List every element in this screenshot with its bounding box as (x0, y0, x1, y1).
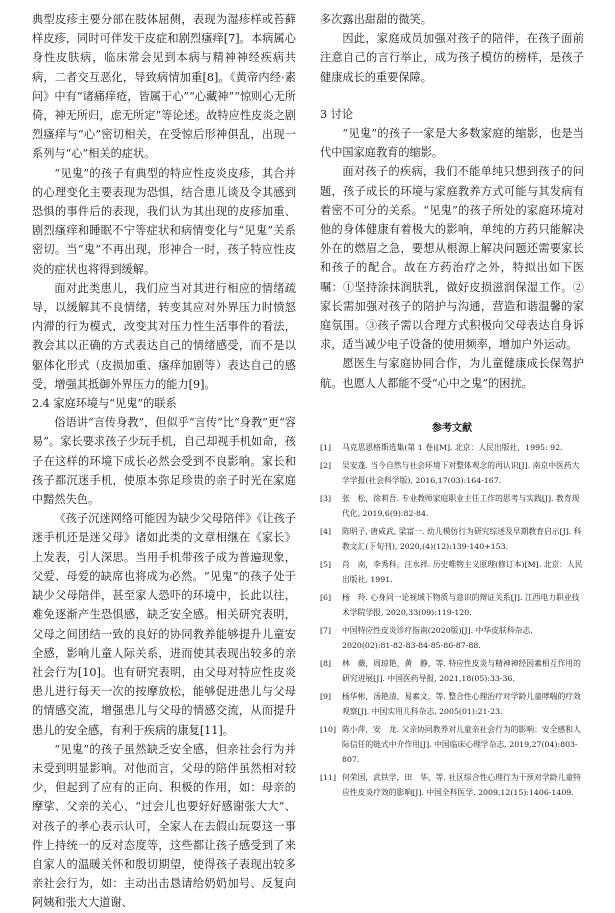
reference-text: 何荣国，武铁学，田 华，等. 社区综合性心理行为干预对学龄儿童特应性皮炎疗效的影响[J]. 中国全科医学, 2009,12(15):1406-1409. (342, 772, 581, 797)
references-title: 参考文献 (432, 422, 472, 434)
reference-text: 杨华彬，汤艳清，易素文，等. 整合性心理治疗对学龄儿童哮喘的疗效观察[J]. 中国实用儿科杂志, 2005(01):21-23. (342, 691, 581, 716)
reference-list (320, 440, 584, 800)
reference-number: [11] (320, 772, 337, 782)
reference-number: [7] (320, 625, 332, 635)
reference-item (320, 722, 584, 767)
reference-number: [5] (320, 559, 332, 569)
reference-number: [2] (320, 460, 332, 470)
paragraph-prosocial-behavior: “见鬼”的孩子虽然缺乏安全感，但亲社会行为并未受到明显影响。对他而言，父母的陪伴虽然相对较少，但起到了应有的正向、积极的作用，如：母亲的摩挲、父亲的关心、“过会儿也要好好感谢张大大”、对孩子的孝心表示认可，全家人在去假山玩耍这一事件上持统一的反对态度等，这些都让孩子感受到了来自家人的温暖关怀和殷切期望，使得孩子表现出较多亲社会行为，如：主动出击恳请给奶奶加号、反复向阿姨和张大大道谢、 (32, 742, 296, 910)
reference-text: 肖 南，李秀科，汪水祥. 历史唯物主义原理(修订本)[M]. 北京：人民出版社, 1991. (342, 559, 583, 584)
reference-item (320, 770, 584, 800)
paragraph-emotional-guidance: 面对此类患儿，我们应当对其进行相应的情绪疏导，以缓解其不良情绪，转变其应对外界压力时愤怒内滞的行为模式，改变其对压力性生活事件的看法，教会其以正确的方式表达自己的情绪感受，而不是以躯体化形式（皮损加重、瘙痒加剧等）表达自己的感受，增强其抵御外界压力的能力[9]。 (32, 281, 296, 391)
reference-text: 吴安蓬. 当今自然与社会环境下对整体观念的再认识[J]. 南京中医药大学学报(社会科学版), 2016,17(03):164-167. (342, 460, 580, 485)
reference-number: [8] (320, 658, 332, 668)
reference-item (320, 524, 584, 554)
section-heading-2-4: 2.4 家庭环境与“见鬼”的联系 (32, 397, 177, 411)
left-column (32, 10, 296, 913)
reference-number: [10] (320, 724, 337, 734)
paragraph-teaching-by-example: 俗语讲“言传身教”，但似乎“言传”比“身教”更“容易”。家长要求孩子少玩手机，自己却视手机如命，孩子在这样的环境下成长必然会受到不良影响。家长和孩子都沉迷手机，使原本弥足珍贵的亲子时光在家庭中黯然失色。 (32, 416, 296, 507)
right-column (320, 10, 584, 803)
paragraph-medical-advice: 面对孩子的疾病，我们不能单纯只想到孩子的问题，孩子成长的环境与家庭教养方式可能与其发病有着密不可分的关系。“见鬼”的孩子所处的家庭环境对他的身体健康有着极大的影响，单纯的方药只能解决外在的燃眉之急，要想从根源上解决问题还需要家长和孩子的配合。故在方药治疗之外，特拟出如下医嘱：①坚持涂抹润肤乳，做好皮损滋润保湿工作。②家长需加强对孩子的陪护与沟通，营造和谐温馨的家庭氛围。③孩子需以合理方式积极向父母表达自身诉求，适当减少电子设备的使用频率，增加户外运动。 (320, 165, 584, 352)
reference-number: [1] (320, 442, 332, 452)
reference-number: [3] (320, 493, 332, 503)
reference-text: 陈明子, 唐咸武, 梁富一. 幼儿模仿行为研究综述及早期教育启示[J]. 科教文汇(下旬刊), 2020,(4)(12):139-140+153. (342, 526, 582, 551)
reference-item (320, 623, 584, 653)
reference-text: 杨 羚. 心身同一论视域下物质与意识的辩证关系[J]. 江西电力职业技术学院学报, 2020,33(09):119-120. (342, 592, 580, 617)
paragraph-parent-companionship: 《孩子沉迷网络可能因为缺少父母陪伴》《让孩子迷手机还是迷父母》诸如此类的文章相继在《家长》上发表，引人深思。当用手机带孩子成为普遍现象，父爱、母爱的缺席也将成为必然。“见鬼”的孩子处于缺少父母陪伴，甚至家人恐吓的环境中，长此以往，难免逐渐产生恐惧感，缺乏安全感。相关研究表明，父母之间团结一致的良好的协同教养能够提升儿童安全感，影响儿童人际关系，进而使其表现出较多的亲社会行为[10]。也有研究表明，由父母对特应性皮炎患儿进行每天一次的按摩放松，能够促进患儿与父母的情感交流，增强患儿与父母的情感交流，从而提升患儿的安全感，有利于疾病的康复[11]。 (32, 512, 296, 737)
reference-number: [4] (320, 526, 332, 536)
paragraph-fear-symptoms: “见鬼”的孩子有典型的特应性皮炎皮疹，其合并的心理变化主要表现为恐惧，结合患儿谈及令其感到恐惧的事件后的表现，我们认为其出现的皮疹加重、剧烈瘙痒和睡眠不宁等症状和病情变化与“见鬼”关系密切。当“鬼”不再出现，形神合一时，孩子特应性皮炎的症状也将得到缓解。 (32, 166, 296, 276)
section-heading-3-discussion: 3 讨论 (320, 107, 354, 121)
paragraph-closing-wish: 愿医生与家庭协同合作，为儿童健康成长保驾护航。也愿人人都能不受“心中之鬼”的困扰。 (320, 357, 584, 390)
reference-item (320, 458, 584, 488)
paragraph-smile-continuation: 多次露出甜甜的微笑。 (320, 13, 432, 26)
reference-item (320, 590, 584, 620)
reference-item (320, 491, 584, 521)
reference-number: [6] (320, 592, 332, 602)
paragraph-family-role-model: 因此，家庭成员加强对孩子的陪伴，在孩子面前注意自己的言行举止，成为孩子模仿的榜样，是孩子健康成长的重要保障。 (320, 32, 584, 84)
reference-text: 林 薇，周琼艳，黄 静，等. 特应性皮炎与精神神经因素相互作用的研究进展[J]. 中国医药导报, 2021,18(05):33-36. (342, 658, 581, 683)
reference-text: 中国特应性皮炎诊疗指南(2020版)[J]. 中华皮肤科杂志, 2020(02):81-82-83-84-85-86-87-88. (342, 625, 533, 650)
reference-item (320, 440, 584, 455)
reference-item (320, 656, 584, 686)
reference-text: 陈小萍，安 龙. 父亲协同教养对儿童亲社会行为的影响：安全感和人际信任的链式中介作用[J]. 中国临床心理学杂志, 2019,27(04):803-807. (342, 724, 581, 764)
paragraph-family-microcosm: “见鬼”的孩子一家是大多数家庭的缩影，也是当代中国家庭教育的缩影。 (320, 127, 584, 160)
paragraph-atopic-dermatitis: 典型皮疹主要分部在肢体屈侧，表现为湿疹样或苔藓样皮疹，同时可伴发干皮症和剧烈瘙痒[7]。本病属心身性皮肤病，临床常会见到本病与精神神经疾病共病，二者交互恶化，导致病情加重[8]。《黄帝内经·素问》中有“诸痛痒疮，皆属于心”“心藏神”“惊则心无所倚，神无所归，虑无所定”等论述。故特应性皮炎之剧烈瘙痒与“心”密切相关，在受惊后形神俱乱，出现一系列与“心”相关的症状。 (32, 13, 296, 161)
reference-text: 张 松，徐莉吾. 专业教师家庭职业主任工作的思考与实践[J]. 教育现代化, 2019,6(9):82-84. (342, 493, 580, 518)
reference-number: [9] (320, 691, 332, 701)
reference-item (320, 557, 584, 587)
reference-item (320, 689, 584, 719)
reference-text: 马克思恩格斯选集(第 1 卷)[M]. 北京：人民出版社，1995: 92. (342, 442, 563, 452)
